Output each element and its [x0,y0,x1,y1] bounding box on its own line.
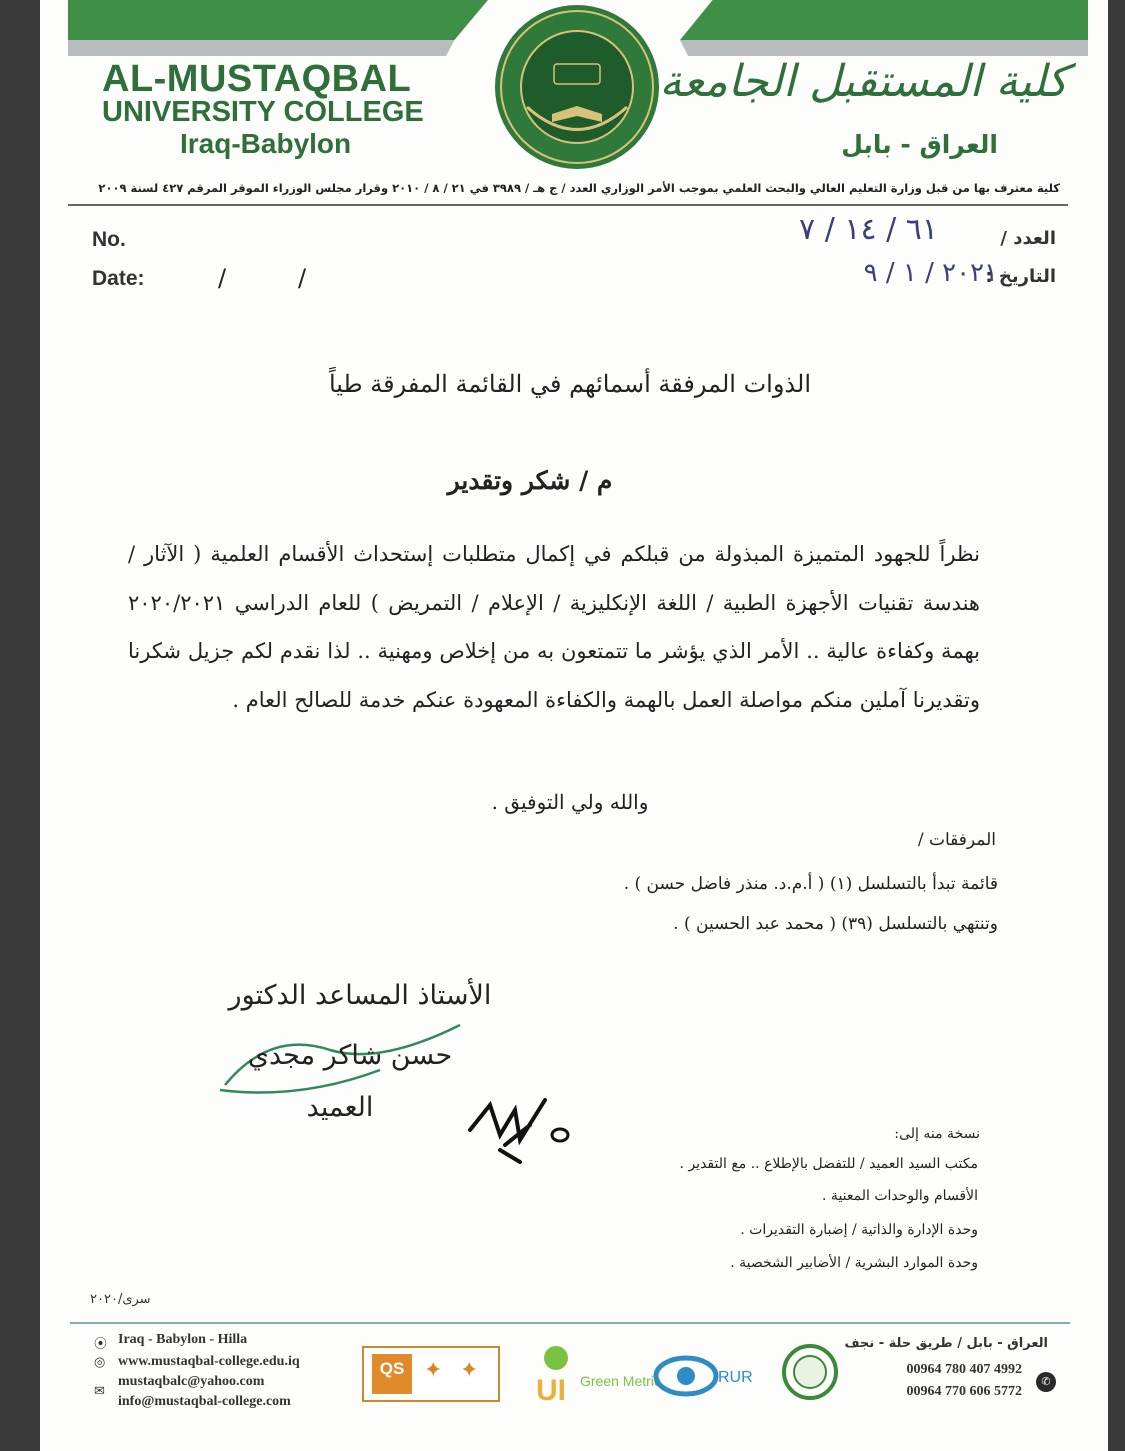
college-seal-logo [492,2,662,172]
college-name-en-line2: UNIVERSITY COLLEGE [102,96,424,128]
attachment-item: وتنتهي بالتسلسل (٣٩) ( محمد عبد الحسين ) . [673,914,998,934]
copy-recipient: وحدة الموارد البشرية / الأضابير الشخصية . [730,1255,978,1271]
reference-number: ٦١ / ١٤ / ٧ [799,212,938,247]
star-icon: ✦ [460,1358,479,1383]
footer-website-link[interactable]: www.mustaqbal-college.edu.iq [118,1354,300,1369]
footer-address-en: Iraq - Babylon - Hilla [118,1332,248,1347]
header-banner-right [680,0,1088,40]
letter-body: نظراً للجهود المتميزة المبذولة من قبلكم في إكمال متطلبات إستحداث الأقسام العلمية ( الآثار / هندسة تقنيات الأجهزة الطبية / اللغة الإنكليزية / الإعلام / التمريض ) للعام الدراسي ٢٠٢٠/٢٠٢١ بهمة وكفاءة عالية .. الأمر الذي يؤشر ما تتمتعون به من إخلاص ومهنية .. لذا نقدم لكم جزيل شكرنا وتقديرنا آملين منكم مواصلة العمل بالهمة والكفاءة المعهودة عنكم خدمة للصالح العام . [128,542,980,712]
star-icon: ✦ [424,1358,443,1383]
header-band-left [68,40,488,56]
copy-recipient: الأقسام والوحدات المعنية . [822,1188,978,1204]
number-label-en: No. [92,228,126,251]
footer-phone[interactable]: 00964 780 407 4992 [906,1362,1022,1377]
typist-initials: سرى/٢٠٢٠ [90,1292,151,1307]
subject-line: م / شكر وتقدير [447,466,613,495]
college-location-en: Iraq-Babylon [180,128,352,159]
date-label-en: Date: [92,267,145,290]
globe-icon: ◎ [94,1355,106,1370]
green-metric-label: Green Metric [580,1373,661,1389]
qs-logo: QS [372,1354,412,1394]
envelope-icon: ✉ [94,1384,105,1399]
date-label-ar: التاريخ : [985,266,1056,287]
location-pin-icon: ⦿ [94,1337,108,1352]
phone-icon: ✆ [1036,1372,1056,1392]
arab-universities-union-logo [770,1340,850,1410]
initials-signature [460,1090,580,1170]
footer-email-link[interactable]: mustaqbalc@yahoo.com [118,1374,265,1389]
footer-divider [70,1322,1070,1324]
closing-line: والله ولي التوفيق . [491,790,649,814]
signatory-role: العميد [306,1092,374,1123]
attachments-label: المرفقات / [917,830,996,850]
college-location-ar: العراق - بابل [841,130,998,159]
college-name-en-line1: AL-MUSTAQBAL [102,58,412,100]
date-separator: / [298,264,307,292]
footer-email-link[interactable]: info@mustaqbal-college.com [118,1394,291,1409]
ui-greenmetric-logo [528,1338,661,1408]
attachment-item: قائمة تبدأ بالتسلسل (١) ( أ.م.د. منذر فاضل حسن ) . [623,874,998,894]
header-divider [68,204,1068,206]
copy-recipient: مكتب السيد العميد / للتفضل بالإطلاع .. مع التقدير . [679,1156,978,1172]
qs-rating-badge [362,1346,500,1402]
header-banner-left [68,0,488,40]
letter-date: ٢٠٢١ / ١ / ٩ [863,258,998,288]
college-name-ar: كلية المستقبل الجامعة [659,56,1068,107]
footer-address-ar: العراق - بابل / طريق حلة - نجف [844,1336,1048,1351]
addressee: الذوات المرفقة أسمائهم في القائمة المفرقة طياً [328,370,812,398]
copies-label: نسخة منه إلى: [894,1126,980,1142]
number-label-ar: العدد / [1000,228,1056,249]
signatory-title: الأستاذ المساعد الدكتور [228,980,492,1011]
svg-text:UI: UI [536,1374,566,1407]
letter-page [40,0,1108,1451]
rur-ranking-logo [650,1346,760,1402]
copy-recipient: وحدة الإدارة والذاتية / إضبارة التقديرات . [740,1222,978,1238]
footer-phone[interactable]: 00964 770 606 5772 [906,1384,1022,1399]
header-band-right [680,40,1088,56]
rur-label: RUR [718,1369,753,1386]
date-separator: / [218,264,227,292]
signatory-name: حسن شاكر مجدي [247,1040,453,1071]
accreditation-line: كلية معترف بها من قبل وزارة التعليم العالي والبحث العلمي بموجب الأمر الوزاري العدد / ج هـ / ٣٩٨٩ في ٢١ / ٨ / ٢٠١٠ وقرار مجلس الوزراء الموقر المرقم ٤٢٧ لسنة ٢٠٠٩ [98,181,1060,195]
